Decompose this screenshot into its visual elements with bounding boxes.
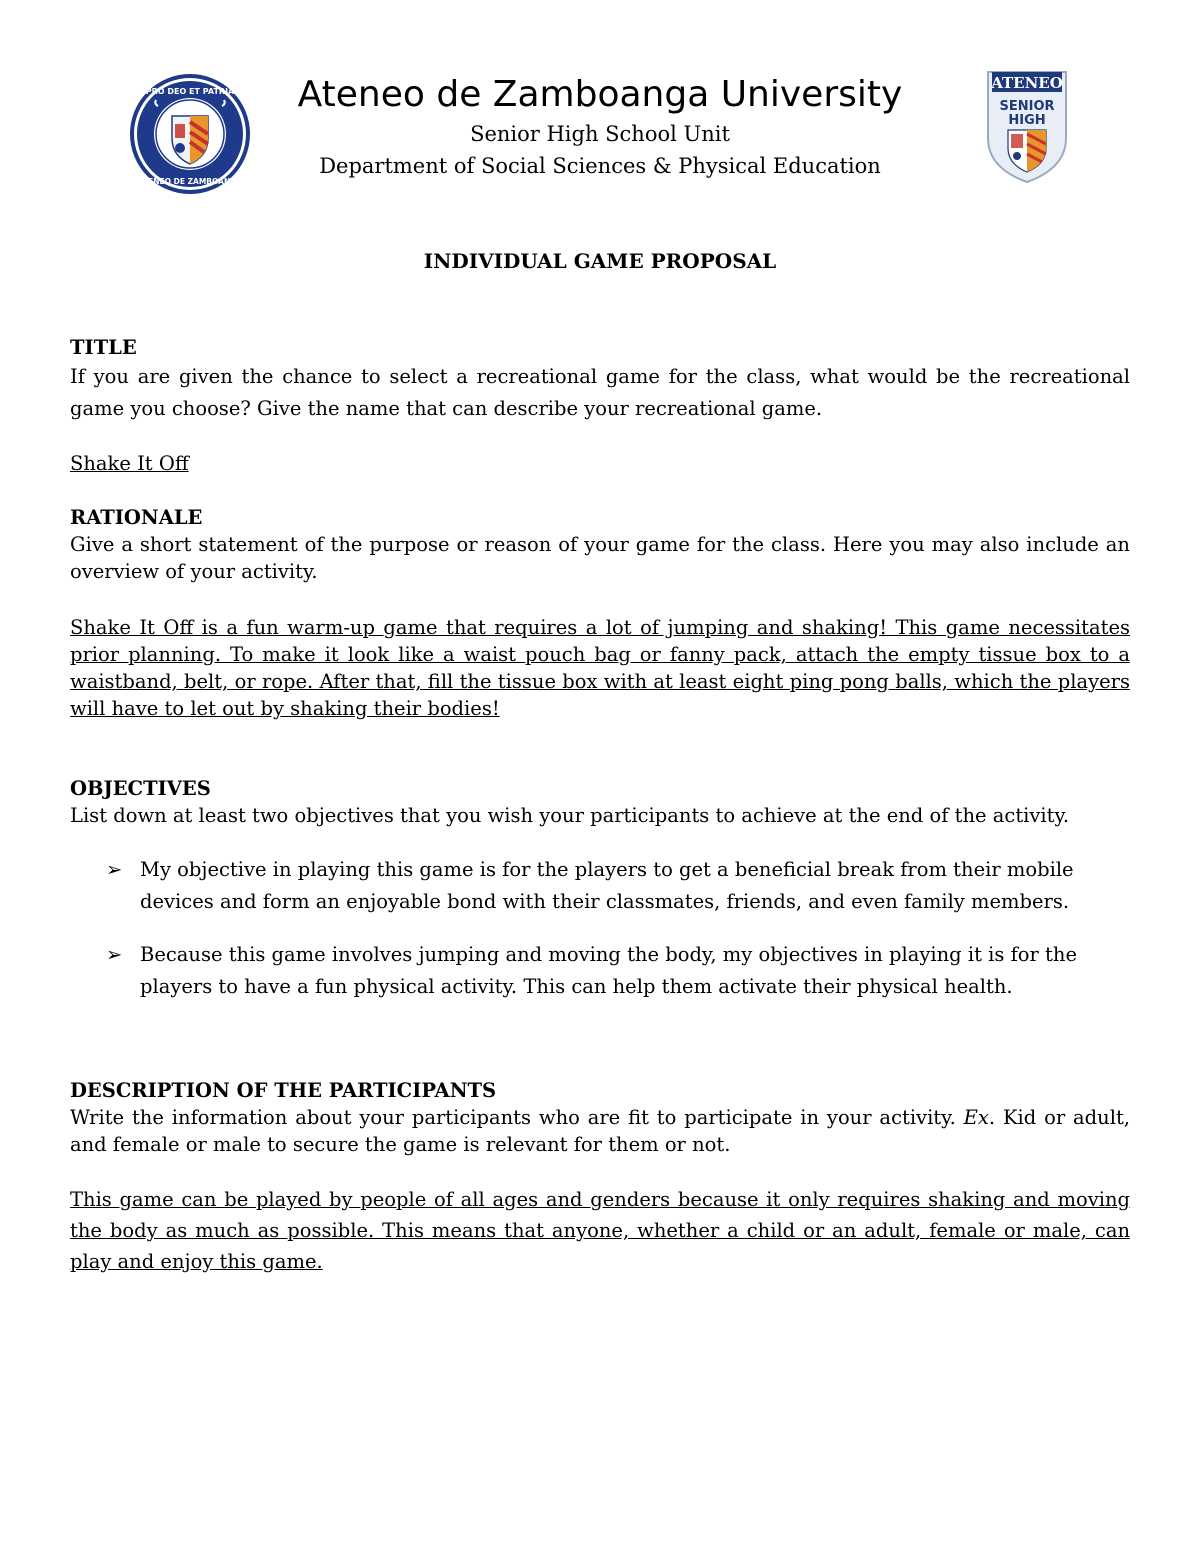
- objective-item: [70, 854, 1130, 920]
- objective-item: [70, 939, 1130, 1005]
- letterhead: [0, 68, 1200, 198]
- rationale-heading: RATIONALE: [70, 506, 203, 529]
- participants-answer-block: [70, 1184, 1130, 1277]
- senior-high-badge-logo: [984, 68, 1070, 184]
- objectives-prompt: List down at least two objectives that you wish your participants to achieve at the end of the activity.: [70, 804, 1070, 827]
- objective-text: Because this game involves jumping and moving the body, my objectives in playing it is for the players to have a fun physical activity. This can help them activate their physical health.: [140, 943, 1077, 998]
- participants-prompt: Write the information about your participants who are fit to participate in your activity. Ex. Kid or adult, and female or male to secure the game is relevant for them or not.: [70, 1106, 1130, 1156]
- objectives-heading: OBJECTIVES: [70, 777, 211, 800]
- svg-text:PRO DEO ET PATRIA: PRO DEO ET PATRIA: [145, 87, 235, 96]
- arrow-bullet-icon: ➢: [106, 943, 123, 966]
- title-answer-block: [70, 450, 1130, 477]
- rationale-prompt: Give a short statement of the purpose or reason of your game for the class. Here you may also include an overview of your activity.: [70, 533, 1130, 583]
- title-section: [70, 334, 1130, 425]
- rationale-section: [70, 504, 1130, 585]
- arrow-bullet-icon: ➢: [106, 858, 123, 881]
- participants-section: [70, 1077, 1130, 1158]
- department-name: Department of Social Sciences & Physical Education: [319, 154, 881, 178]
- title-prompt: If you are given the chance to select a recreational game for the class, what would be the recreational game you choose? Give the name that can describe your recreational game.: [70, 365, 1130, 420]
- university-name: Ateneo de Zamboanga University: [297, 74, 903, 115]
- svg-text:ATENEO: ATENEO: [991, 74, 1063, 92]
- objective-text: My objective in playing this game is for the players to get a beneficial break from their mobile devices and form an enjoyable bond with their classmates, friends, and even family members.: [140, 858, 1074, 913]
- title-heading: TITLE: [70, 336, 137, 359]
- svg-text:SENIOR: SENIOR: [999, 99, 1055, 114]
- school-unit: Senior High School Unit: [470, 122, 730, 146]
- document-title: INDIVIDUAL GAME PROPOSAL: [423, 249, 777, 273]
- participants-heading: DESCRIPTION OF THE PARTICIPANTS: [70, 1079, 497, 1102]
- svg-text:HIGH: HIGH: [1008, 113, 1046, 128]
- svg-text:ATENEO DE ZAMBOANGA: ATENEO DE ZAMBOANGA: [137, 177, 243, 186]
- objectives-section: [70, 775, 1130, 829]
- participants-answer: This game can be played by people of all ages and genders because it only requires shaking and moving the body as much as possible. This means that anyone, whether a child or an adult, female or male, can play and enjoy this game.: [70, 1188, 1130, 1273]
- rationale-answer-block: [70, 614, 1130, 722]
- rationale-answer: Shake It Off is a fun warm-up game that requires a lot of jumping and shaking! This game necessitates prior planning. To make it look like a waist pouch bag or fanny pack, attach the empty tissue box to a waistband, belt, or rope. After that, fill the tissue box with at least eight ping pong balls, which the players will have to let out by shaking their bodies!: [70, 616, 1130, 720]
- title-answer: Shake It Off: [70, 452, 189, 475]
